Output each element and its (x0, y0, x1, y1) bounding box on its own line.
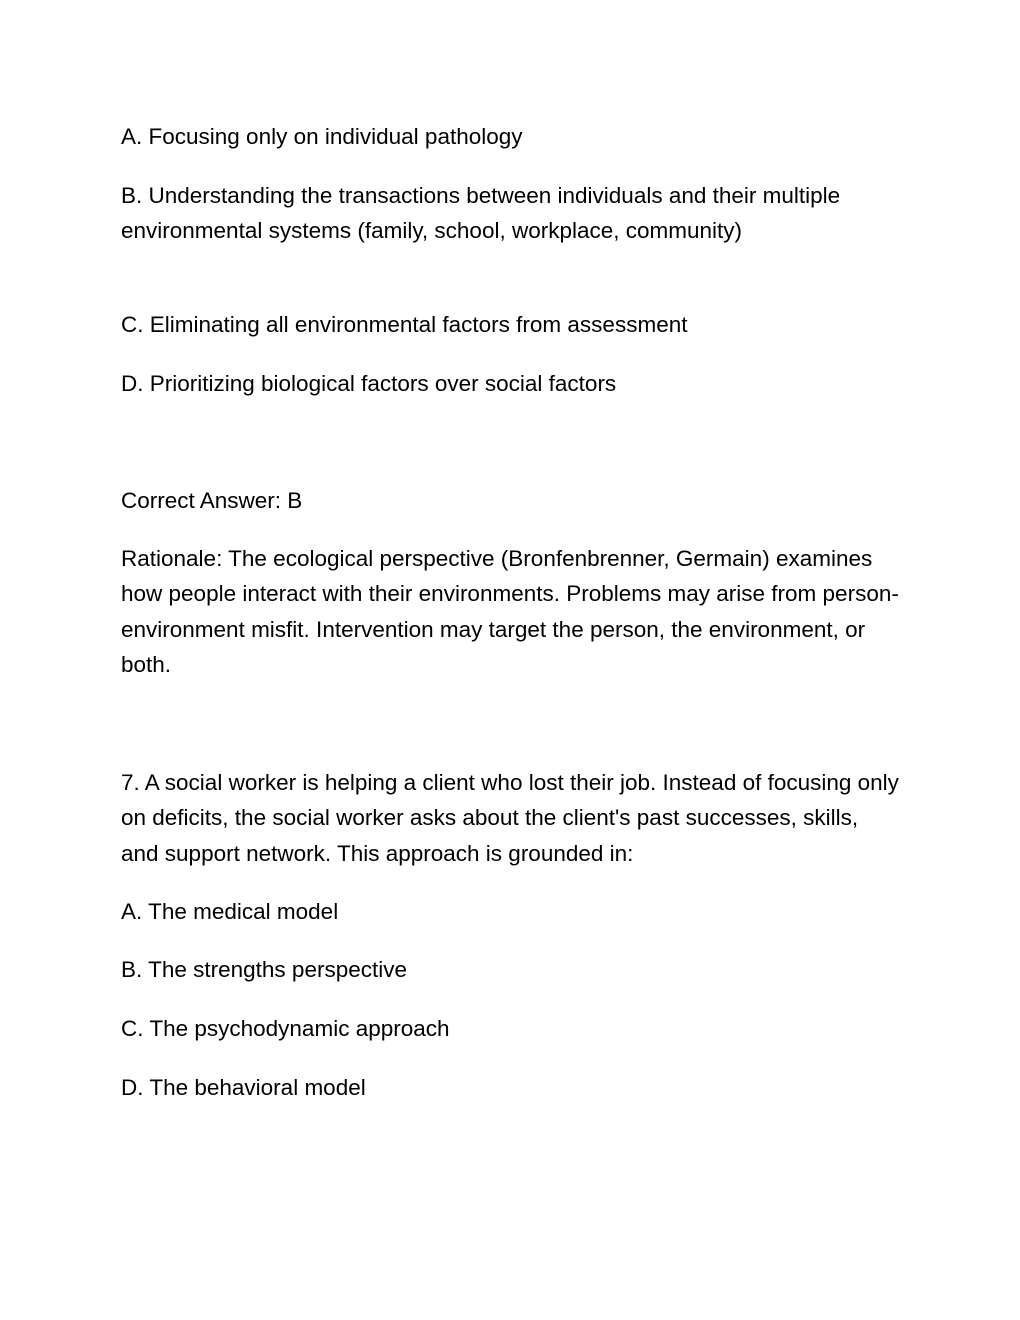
question-7-option-b: B. The strengths perspective (121, 957, 407, 982)
answer-option-b: B. Understanding the transactions between individuals and their multiple environmental systems (family, school, workplace, community) (121, 183, 841, 244)
correct-answer: Correct Answer: B (121, 488, 303, 513)
question-7-stem: 7. A social worker is helping a client who lost their job. Instead of focusing only on deficits, the social worker asks about the client's past successes, skills, and support network. This approach is grounded in: (121, 770, 899, 866)
rationale-paragraph: Rationale: The ecological perspective (Bronfenbrenner, Germain) examines how people interact with their environments. Problems may arise from person-environment misfit. Intervention may target the person, the environment, or both. (121, 546, 899, 677)
answer-option-d: D. Prioritizing biological factors over social factors (121, 371, 617, 396)
answer-option-c: C. Eliminating all environmental factors from assessment (121, 312, 688, 337)
question-7-option-c: C. The psychodynamic approach (121, 1016, 450, 1041)
question-7-option-a: A. The medical model (121, 899, 339, 924)
answer-option-a: A. Focusing only on individual pathology (121, 124, 523, 149)
question-7-option-d: D. The behavioral model (121, 1075, 366, 1100)
